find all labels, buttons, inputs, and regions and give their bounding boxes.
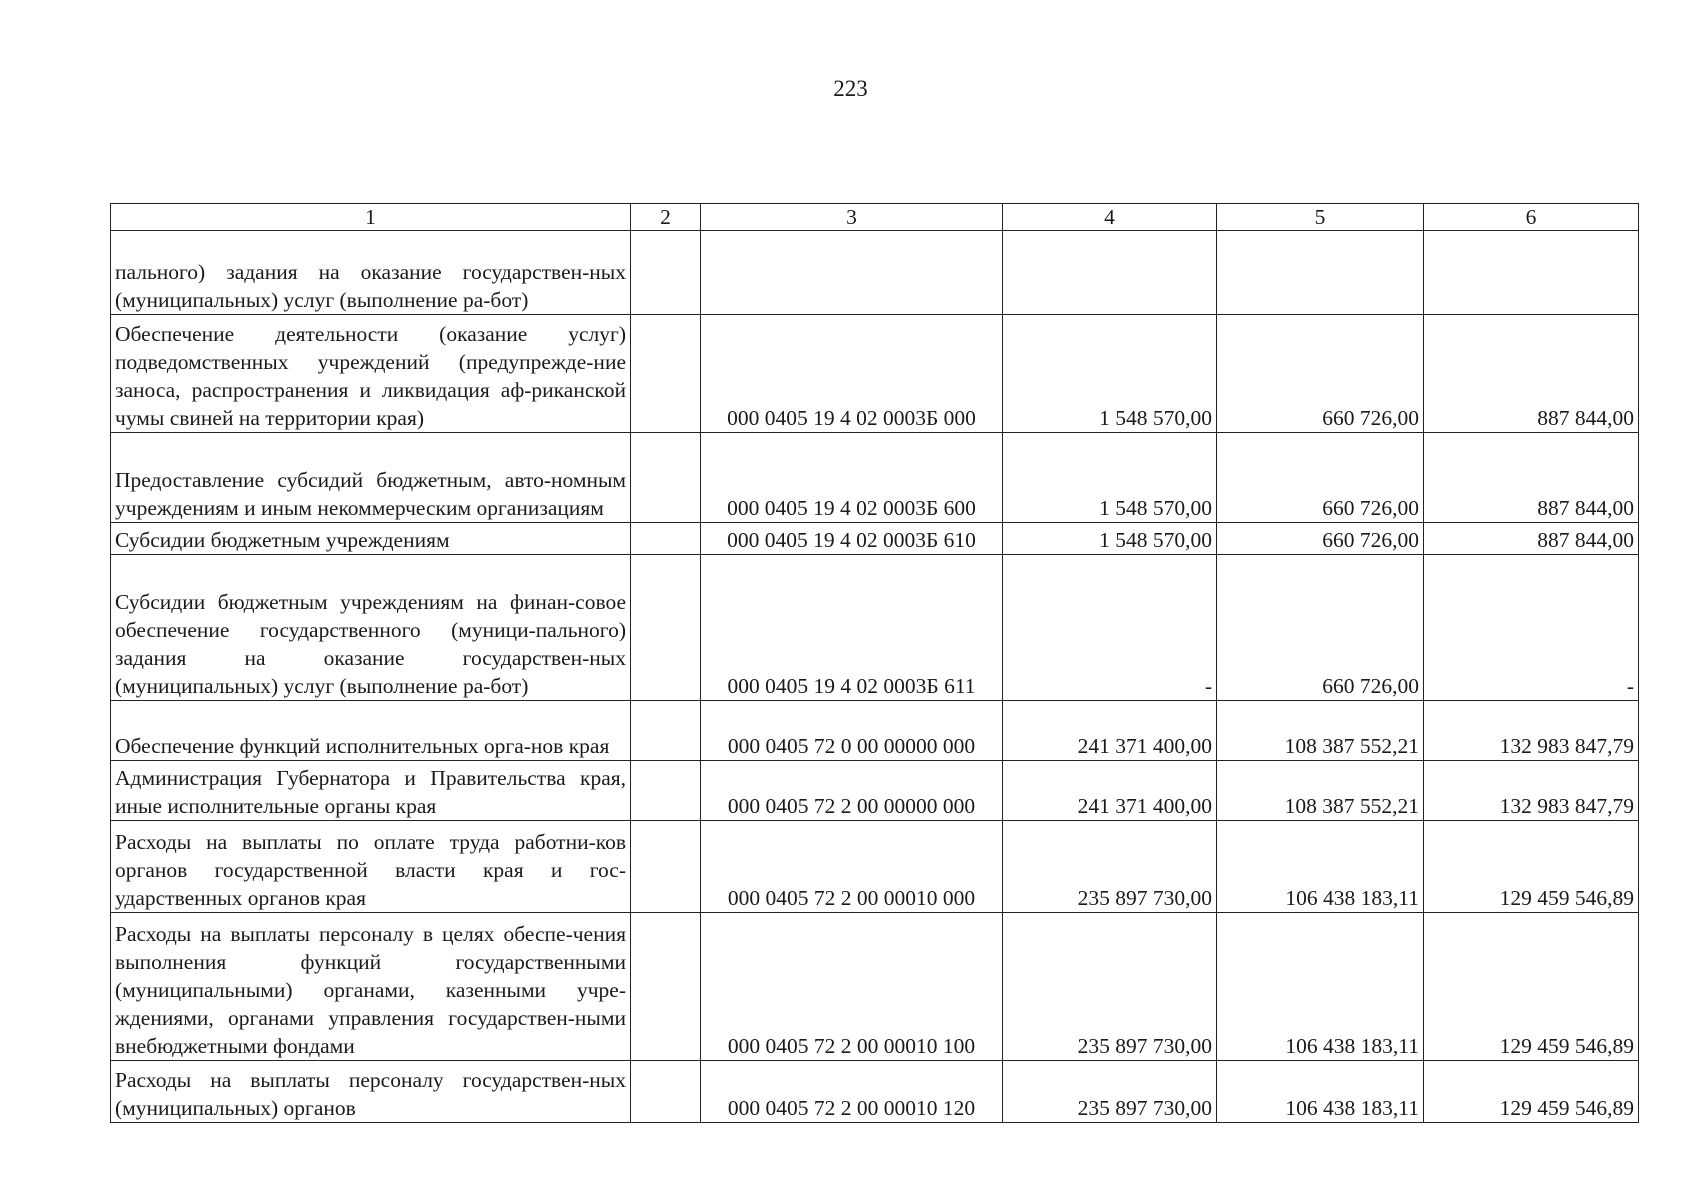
row-value-5 xyxy=(1217,231,1424,315)
row-col2 xyxy=(631,523,701,555)
row-value-5: 108 387 552,21 xyxy=(1217,701,1424,761)
row-description: Субсидии бюджетным учреждениям на финан-совое обеспечение государственного (муници-пального) задания на оказание государствен-ных (муниципальных) услуг (выполнение ра-бот) xyxy=(111,555,631,701)
table-row xyxy=(111,433,1639,523)
row-value-6: 132 983 847,79 xyxy=(1424,701,1639,761)
row-code: 000 0405 19 4 02 0003Б 610 xyxy=(701,523,1003,555)
table-row xyxy=(111,913,1639,1061)
header-col-3: 3 xyxy=(701,204,1003,231)
row-col2 xyxy=(631,1061,701,1123)
row-value-6 xyxy=(1424,231,1639,315)
row-code: 000 0405 72 0 00 00000 000 xyxy=(701,701,1003,761)
row-value-5: 660 726,00 xyxy=(1217,555,1424,701)
header-col-1: 1 xyxy=(111,204,631,231)
row-description: Расходы на выплаты персоналу в целях обеспе-чения выполнения функций государственными (муниципальными) органами, казенными учре-ждениями, органами управления государствен-ными внебюджетными фондами xyxy=(111,913,631,1061)
budget-table xyxy=(110,203,1639,1123)
row-description: Предоставление субсидий бюджетным, авто-номным учреждениям и иным некоммерческим организациям xyxy=(111,433,631,523)
row-description: Обеспечение деятельности (оказание услуг) подведомственных учреждений (предупрежде-ние заноса, распространения и ликвидация аф-риканской чумы свиней на территории края) xyxy=(111,315,631,433)
table-row xyxy=(111,821,1639,913)
row-value-4: 235 897 730,00 xyxy=(1003,821,1217,913)
row-value-4: 1 548 570,00 xyxy=(1003,523,1217,555)
row-value-6: 129 459 546,89 xyxy=(1424,1061,1639,1123)
row-col2 xyxy=(631,913,701,1061)
row-value-5: 106 438 183,11 xyxy=(1217,913,1424,1061)
row-value-5: 660 726,00 xyxy=(1217,433,1424,523)
row-code: 000 0405 72 2 00 00010 100 xyxy=(701,913,1003,1061)
header-col-5: 5 xyxy=(1217,204,1424,231)
row-value-6: - xyxy=(1424,555,1639,701)
row-value-5: 108 387 552,21 xyxy=(1217,761,1424,821)
row-value-5: 106 438 183,11 xyxy=(1217,1061,1424,1123)
row-col2 xyxy=(631,761,701,821)
row-value-6: 129 459 546,89 xyxy=(1424,913,1639,1061)
header-col-6: 6 xyxy=(1424,204,1639,231)
row-value-6: 132 983 847,79 xyxy=(1424,761,1639,821)
row-value-6: 129 459 546,89 xyxy=(1424,821,1639,913)
row-value-4: 235 897 730,00 xyxy=(1003,913,1217,1061)
table-row xyxy=(111,761,1639,821)
page-number: 223 xyxy=(833,76,868,101)
row-value-4 xyxy=(1003,231,1217,315)
row-description: Субсидии бюджетным учреждениям xyxy=(111,523,631,555)
row-description: Обеспечение функций исполнительных орга-нов края xyxy=(111,701,631,761)
row-col2 xyxy=(631,821,701,913)
row-code: 000 0405 72 2 00 00000 000 xyxy=(701,761,1003,821)
row-value-4: 1 548 570,00 xyxy=(1003,315,1217,433)
row-code: 000 0405 19 4 02 0003Б 611 xyxy=(701,555,1003,701)
table-row xyxy=(111,701,1639,761)
table-row xyxy=(111,1061,1639,1123)
header-col-2: 2 xyxy=(631,204,701,231)
header-row xyxy=(111,204,1639,231)
table-row xyxy=(111,315,1639,433)
row-value-5: 660 726,00 xyxy=(1217,315,1424,433)
row-description: Расходы на выплаты персоналу государствен-ных (муниципальных) органов xyxy=(111,1061,631,1123)
row-value-4: 235 897 730,00 xyxy=(1003,1061,1217,1123)
row-code: 000 0405 19 4 02 0003Б 000 xyxy=(701,315,1003,433)
row-value-5: 660 726,00 xyxy=(1217,523,1424,555)
row-code xyxy=(701,231,1003,315)
row-value-4: - xyxy=(1003,555,1217,701)
table-row xyxy=(111,231,1639,315)
row-value-6: 887 844,00 xyxy=(1424,315,1639,433)
row-col2 xyxy=(631,701,701,761)
row-description: Расходы на выплаты по оплате труда работни-ков органов государственной власти края и гос-ударственных органов края xyxy=(111,821,631,913)
row-code: 000 0405 72 2 00 00010 120 xyxy=(701,1061,1003,1123)
row-code: 000 0405 72 2 00 00010 000 xyxy=(701,821,1003,913)
row-col2 xyxy=(631,433,701,523)
row-description: Администрация Губернатора и Правительства края, иные исполнительные органы края xyxy=(111,761,631,821)
row-value-6: 887 844,00 xyxy=(1424,433,1639,523)
row-col2 xyxy=(631,231,701,315)
table-row xyxy=(111,523,1639,555)
table-row xyxy=(111,555,1639,701)
row-code: 000 0405 19 4 02 0003Б 600 xyxy=(701,433,1003,523)
row-col2 xyxy=(631,315,701,433)
header-col-4: 4 xyxy=(1003,204,1217,231)
row-value-4: 1 548 570,00 xyxy=(1003,433,1217,523)
row-description: пального) задания на оказание государствен-ных (муниципальных) услуг (выполнение ра-бот) xyxy=(111,231,631,315)
row-value-4: 241 371 400,00 xyxy=(1003,701,1217,761)
row-value-6: 887 844,00 xyxy=(1424,523,1639,555)
row-col2 xyxy=(631,555,701,701)
row-value-5: 106 438 183,11 xyxy=(1217,821,1424,913)
row-value-4: 241 371 400,00 xyxy=(1003,761,1217,821)
